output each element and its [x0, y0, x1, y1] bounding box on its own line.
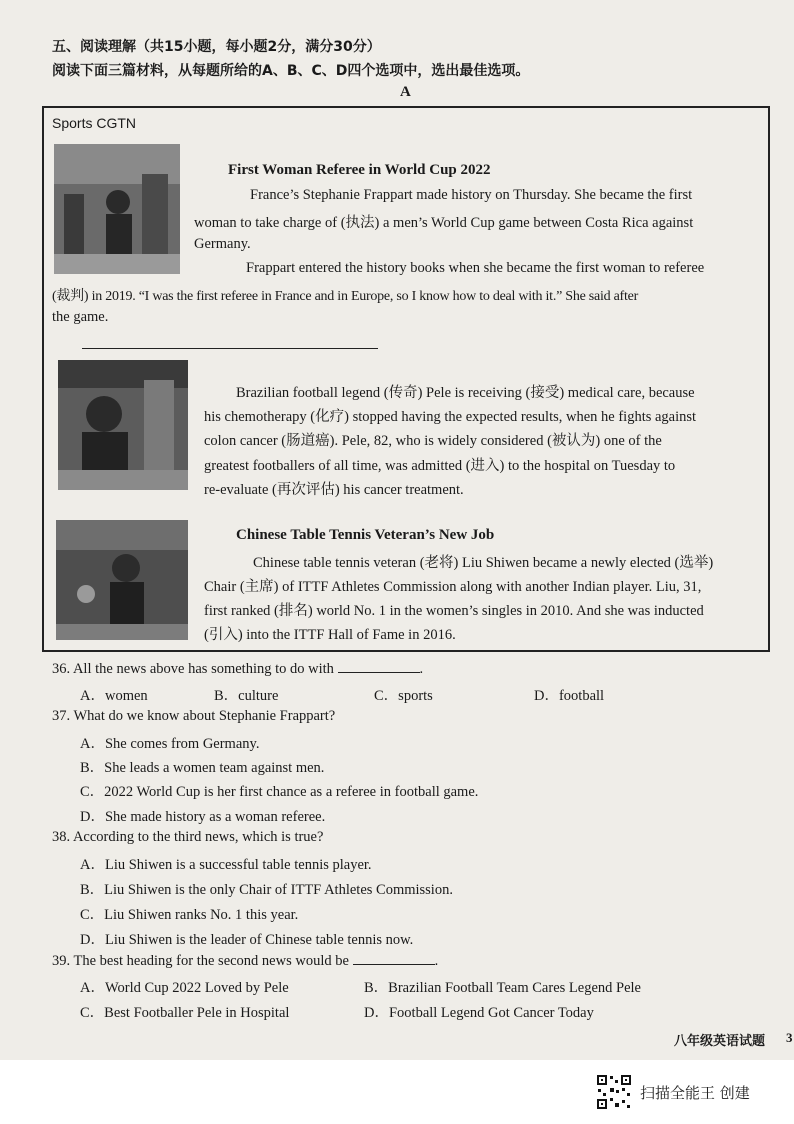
option-37-c[interactable]: C．2022 World Cup is her first chance as a referee in football game. [80, 784, 479, 800]
referee-photo [54, 144, 180, 274]
option-37-b[interactable]: B．She leads a women team against men. [80, 760, 325, 776]
question-38 [52, 829, 323, 846]
news3-line: Chinese table tennis veteran (老将) Liu Shiwen became a newly elected (选举) [253, 555, 714, 571]
news1-line: the game. [52, 309, 109, 325]
qr-code-graphic [596, 1074, 632, 1110]
question-number: 36. [52, 661, 71, 677]
answer-blank [353, 952, 435, 965]
option-36-a[interactable]: A．women [80, 688, 148, 704]
news2-line: re-evaluate (再次评估) his cancer treatment. [204, 482, 464, 498]
news3-line: Chair (主席) of ITTF Athletes Commission along with another Indian player. Liu, 31, [204, 579, 702, 595]
news2-line: Brazilian football legend (传奇) Pele is receiving (接受) medical care, because [236, 385, 695, 401]
option-39-a[interactable]: A．World Cup 2022 Loved by Pele [80, 980, 289, 996]
news2-line: colon cancer (肠道癌). Pele, 82, who is widely considered (被认为) one of the [204, 433, 662, 449]
news1-line: (裁判) in 2019. “I was the first referee in France and in Europe, so I know how to deal with it.” She said after [52, 289, 638, 304]
option-36-b[interactable]: B．culture [214, 688, 279, 704]
news2-line: greatest footballers of all time, was admitted (进入) to the hospital on Tuesday to [204, 458, 676, 474]
news3-line: first ranked (排名) world No. 1 in the women’s singles in 2010. And she was inducted [204, 603, 704, 619]
news2-line: his chemotherapy (化疗) stopped having the expected results, when he fights against [204, 409, 697, 425]
option-39-b[interactable]: B．Brazilian Football Team Cares Legend Pele [364, 980, 641, 996]
question-39 [52, 952, 438, 970]
question-stem: According to the third news, which is true? [72, 829, 324, 845]
option-36-c[interactable]: C．sports [374, 688, 433, 704]
option-36-d[interactable]: D．football [534, 688, 605, 704]
section-heading: 五、阅读理解（共15小题，每小题2分，满分30分） [52, 39, 381, 55]
liu-shiwen-photo-graphic [56, 520, 188, 640]
liu-shiwen-photo [56, 520, 188, 640]
question-37 [52, 708, 335, 725]
referee-photo-graphic [54, 144, 180, 274]
news-source: Sports CGTN [52, 115, 137, 131]
question-number: 38. [52, 829, 71, 845]
news1-line: woman to take charge of (执法) a men’s World Cup game between Costa Rica against [194, 215, 694, 231]
qr-code-icon [596, 1074, 632, 1110]
option-39-d[interactable]: D．Football Legend Got Cancer Today [364, 1005, 594, 1021]
passage-letter: A [400, 84, 411, 100]
footer-page-number: 3 [786, 1030, 793, 1045]
question-stem: The best heading for the second news would be [73, 953, 349, 969]
section-instruction: 阅读下面三篇材料，从每题所给的A、B、C、D四个选项中，选出最佳选项。 [52, 63, 530, 79]
news3-title: Chinese Table Tennis Veteran’s New Job [236, 527, 495, 543]
news2-title-blank [82, 348, 378, 349]
footer-label: 八年级英语试题 [674, 1034, 766, 1049]
news1-line: Germany. [194, 236, 251, 252]
news3-line: (引入) into the ITTF Hall of Fame in 2016. [204, 627, 456, 643]
answer-blank [338, 660, 420, 673]
option-37-d[interactable]: D．She made history as a woman referee. [80, 809, 326, 825]
pele-photo-graphic [58, 360, 188, 490]
news1-line: France’s Stephanie Frappart made history on Thursday. She became the first [250, 187, 693, 203]
question-number: 37. [52, 708, 71, 724]
scanner-watermark: 扫描全能王 创建 [640, 1084, 750, 1102]
question-stem: What do we know about Stephanie Frappart? [73, 708, 336, 724]
option-38-a[interactable]: A．Liu Shiwen is a successful table tennis player. [80, 857, 372, 873]
option-38-d[interactable]: D．Liu Shiwen is the leader of Chinese table tennis now. [80, 932, 414, 948]
question-number: 39. [52, 953, 71, 969]
question-end: . [419, 661, 424, 677]
option-38-b[interactable]: B．Liu Shiwen is the only Chair of ITTF Athletes Commission. [80, 882, 453, 898]
pele-photo [58, 360, 188, 490]
option-38-c[interactable]: C．Liu Shiwen ranks No. 1 this year. [80, 907, 299, 923]
question-36 [52, 660, 423, 678]
news1-line: Frappart entered the history books when she became the first woman to referee [246, 260, 705, 276]
question-stem: All the news above has something to do with [72, 661, 334, 677]
option-39-c[interactable]: C．Best Footballer Pele in Hospital [80, 1005, 290, 1021]
news1-title: First Woman Referee in World Cup 2022 [228, 162, 491, 178]
option-37-a[interactable]: A．She comes from Germany. [80, 736, 260, 752]
question-end: . [434, 953, 439, 969]
